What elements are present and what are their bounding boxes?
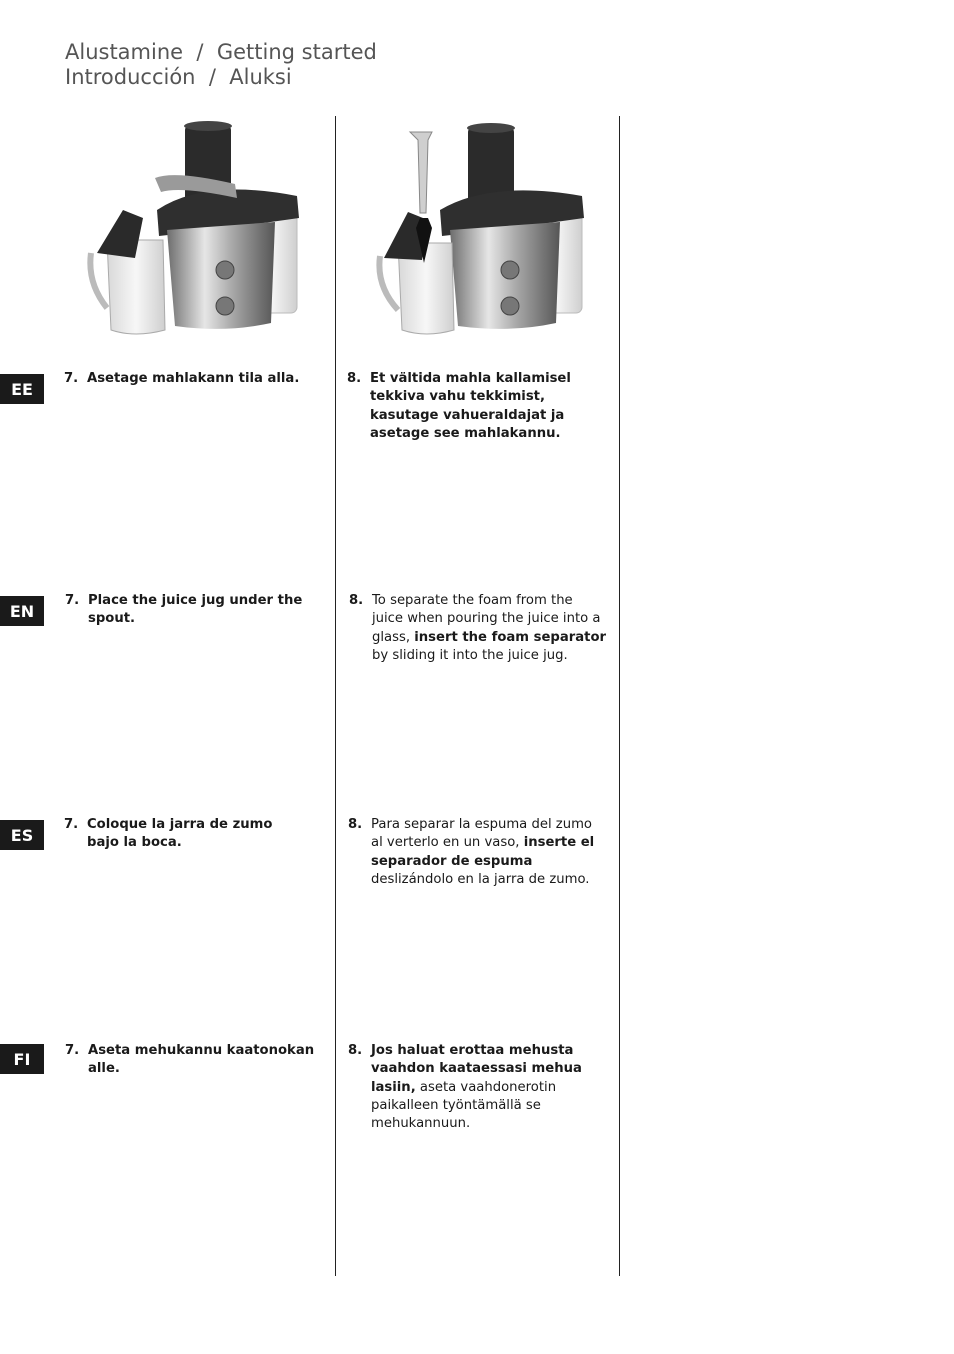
step-number: 8. [348, 1043, 363, 1058]
step-7-es [64, 816, 304, 853]
juicer-with-jug-illustration [85, 118, 315, 343]
step-number: 7. [64, 371, 79, 386]
step-number: 7. [65, 593, 80, 608]
language-tab-fi: FI [0, 1044, 44, 1074]
language-tab-ee: EE [0, 374, 44, 404]
step-text-run: To separate the foam from the juice when pouring the juice into a glass, [372, 593, 601, 645]
step-text [372, 592, 607, 665]
step-text-run: by sliding it into the juice jug. [372, 647, 568, 663]
step-number: 8. [348, 817, 363, 832]
step-8-en [349, 592, 607, 665]
step-text-run: insert the foam separator [414, 629, 607, 645]
step-text-run: Asetage mahlakann tila alla. [87, 371, 300, 386]
step-text [87, 816, 304, 853]
step-text-run: Para separar la espuma del zumo al verterlo en un vaso, [371, 817, 592, 851]
step-number: 8. [349, 593, 364, 608]
step-8-es [348, 816, 606, 889]
step-text-run: aseta vaahdonerotin paikalleen työntämällä se mehukannuun. [371, 1079, 557, 1132]
step-text-run: Jos haluat erottaa mehusta vaahdon kaataessasi mehua lasiin, [371, 1043, 582, 1095]
step-8-fi [348, 1042, 606, 1133]
step-text-run: Et vältida mahla kallamisel tekkiva vahu tekkimist, kasutage vahueraldajat ja asetage see mahlakannu. [370, 371, 571, 441]
column-divider-1 [335, 116, 336, 1276]
step-text [371, 1042, 606, 1133]
step-number: 7. [64, 817, 79, 832]
step-text [88, 592, 327, 629]
step-7-fi [65, 1042, 331, 1079]
step-text [88, 1042, 331, 1079]
page-title [65, 40, 377, 90]
step-8-ee [347, 370, 605, 443]
step-text [371, 816, 606, 889]
step-7-ee [64, 370, 326, 388]
language-tab-en: EN [0, 596, 44, 626]
step-text-run: deslizándolo en la jarra de zumo. [371, 871, 590, 887]
step-7-en [65, 592, 327, 629]
step-text-run: Coloque la jarra de zumo bajo la boca. [87, 817, 273, 851]
step-text-run: Place the juice jug under the spout. [88, 593, 303, 627]
step-number: 7. [65, 1043, 80, 1058]
title-line-2: Introducción / Aluksi [65, 65, 292, 89]
step-text-run: inserte el separador de espuma [371, 835, 595, 869]
step-number: 8. [347, 371, 362, 386]
step-text-run: Aseta mehukannu kaatonokan alle. [88, 1043, 315, 1077]
title-line-1: Alustamine / Getting started [65, 40, 377, 64]
language-tab-es: ES [0, 820, 44, 850]
step-text [87, 370, 326, 388]
step-text [370, 370, 605, 443]
column-divider-2 [619, 116, 620, 1276]
juicer-foam-separator-illustration [370, 118, 600, 343]
